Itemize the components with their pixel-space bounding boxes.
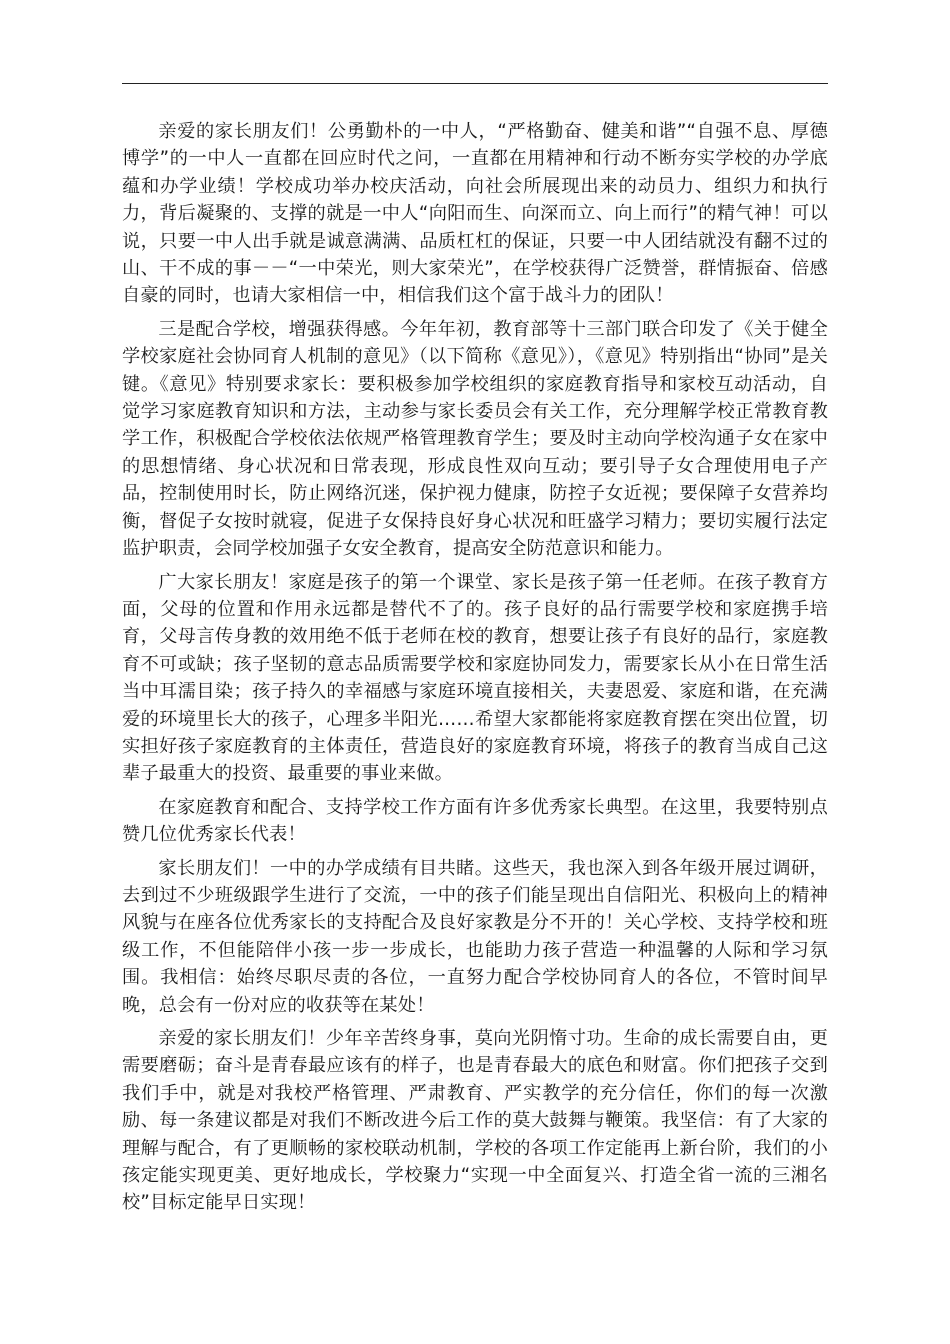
paragraph-3: 广大家长朋友！家庭是孩子的第一个课堂、家长是孩子第一任老师。在孩子教育方面，父母的位置和作用永远都是替代不了的。孩子良好的品行需要学校和家庭携手培育，父母言传身教的效用绝不低于老师在校的教育，想要让孩子有良好的品行，家庭教育不可或缺；孩子坚韧的意志品质需要学校和家庭协同发力，需要家长从小在日常生活当中耳濡目染；孩子持久的幸福感与家庭环境直接相关，夫妻恩爱、家庭和谐，在充满爱的环境里长大的孩子，心理多半阳光……希望大家都能将家庭教育摆在突出位置，切实担好孩子家庭教育的主体责任，营造良好的家庭教育环境，将孩子的教育当成自己这辈子最重大的投资、最重要的事业来做。	[122, 571, 828, 785]
document-body	[122, 118, 828, 1223]
paragraph-6: 亲爱的家长朋友们！少年辛苦终身事，莫向光阴惰寸功。生命的成长需要自由，更需要磨砺；奋斗是青春最应该有的样子，也是青春最大的底色和财富。你们把孩子交到我们手中，就是对我校严格管理、严肃教育、严实教学的充分信任，你们的每一次激励、每一条建议都是对我们不断改进今后工作的莫大鼓舞与鞭策。我坚信：有了大家的理解与配合，有了更顺畅的家校联动机制，学校的各项工作定能再上新台阶，我们的小孩定能实现更美、更好地成长，学校聚力“实现一中全面复兴、打造全省一流的三湘名校”目标定能早日实现！	[122, 1028, 828, 1214]
paragraph-5: 家长朋友们！一中的办学成绩有目共睹。这些天，我也深入到各年级开展过调研，去到过不少班级跟学生进行了交流，一中的孩子们能呈现出自信阳光、积极向上的精神风貌与在座各位优秀家长的支持配合及良好家教是分不开的！关心学校、支持学校和班级工作，不但能陪伴小孩一步一步成长，也能助力孩子营造一种温馨的人际和学习氛围。我相信：始终尽职尽责的各位，一直努力配合学校协同育人的各位，不管时间早晚，总会有一份对应的收获等在某处！	[122, 857, 828, 1016]
paragraph-4: 在家庭教育和配合、支持学校工作方面有许多优秀家长典型。在这里，我要特别点赞几位优秀家长代表！	[122, 796, 828, 846]
paragraph-2: 三是配合学校，增强获得感。今年年初，教育部等十三部门联合印发了《关于健全学校家庭社会协同育人机制的意见》（以下简称《意见》），《意见》特别指出“协同”是关键。《意见》特别要求家长：要积极参加学校组织的家庭教育指导和家校互动活动，自觉学习家庭教育知识和方法，主动参与家长委员会有关工作，充分理解学校正常教育教学工作，积极配合学校依法依规严格管理教育学生；要及时主动向学校沟通子女在家中的思想情绪、身心状况和日常表现，形成良性双向互动；要引导子女合理使用电子产品，控制使用时长，防止网络沉迷，保护视力健康，防控子女近视；要保障子女营养均衡，督促子女按时就寝，促进子女保持良好身心状况和旺盛学习精力；要切实履行法定监护职责，会同学校加强子女安全教育，提高安全防范意识和能力。	[122, 318, 828, 560]
header-rule	[122, 83, 828, 84]
paragraph-1: 亲爱的家长朋友们！公勇勤朴的一中人，“严格勤奋、健美和谐”“自强不息、厚德博学”的一中人一直都在回应时代之问，一直都在用精神和行动不断夯实学校的办学底蕴和办学业绩！学校成功举办校庆活动，向社会所展现出来的动员力、组织力和执行力，背后凝聚的、支撑的就是一中人“向阳而生、向深而立、向上而行”的精气神！可以说，只要一中人出手就是诚意满满、品质杠杠的保证，只要一中人团结就没有翻不过的山、干不成的事－－“一中荣光，则大家荣光”，在学校获得广泛赞誉，群情振奋、倍感自豪的同时，也请大家相信一中，相信我们这个富于战斗力的团队！	[122, 121, 828, 307]
